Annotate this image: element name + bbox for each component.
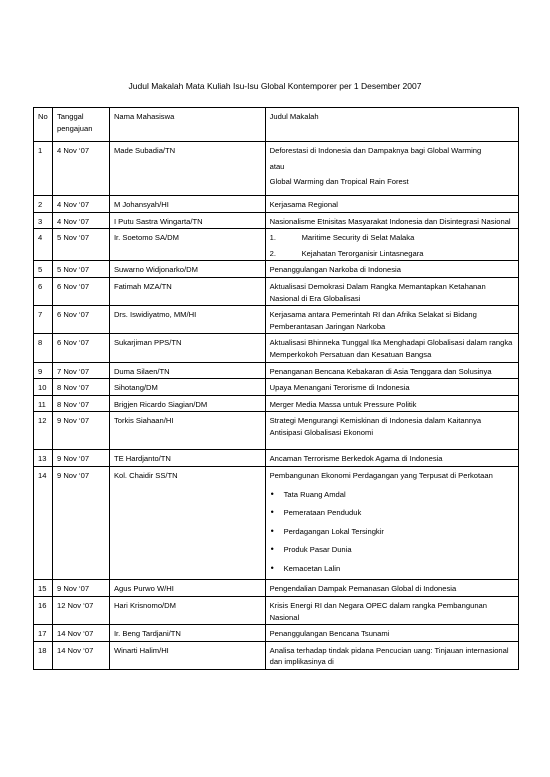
cell-no: 6	[34, 277, 53, 305]
cell-tanggal: 12 Nov ‘07	[52, 597, 109, 625]
cell-no: 1	[34, 142, 53, 196]
cell-nama: Ir. Soetomo SA/DM	[109, 229, 265, 261]
table-row	[34, 412, 519, 450]
cell-tanggal: 7 Nov ‘07	[52, 362, 109, 379]
table-row	[34, 625, 519, 642]
cell-no: 15	[34, 580, 53, 597]
cell-tanggal: 9 Nov ‘07	[52, 580, 109, 597]
cell-tanggal: 4 Nov ‘07	[52, 212, 109, 229]
cell-judul	[265, 229, 518, 261]
judul-text: Pembangunan Ekonomi Perdagangan yang Terpusat di Perkotaan	[269, 470, 493, 480]
cell-nama: Torkis Siahaan/HI	[109, 412, 265, 450]
bullet-item: • Perdagangan Lokal Tersingkir	[270, 526, 515, 538]
table-row	[34, 306, 519, 334]
cell-nama: Suwarno Widjonarko/DM	[109, 261, 265, 278]
cell-tanggal: 4 Nov ‘07	[52, 142, 109, 196]
cell-no: 18	[34, 641, 53, 669]
cell-judul: Merger Media Massa untuk Pressure Politik	[265, 395, 518, 412]
cell-tanggal: 6 Nov ‘07	[52, 277, 109, 305]
bullet-item: • Produk Pasar Dunia	[270, 544, 515, 556]
bullet-item: • Tata Ruang Amdal	[270, 489, 515, 501]
cell-nama: Duma Silaen/TN	[109, 362, 265, 379]
cell-tanggal: 8 Nov ‘07	[52, 379, 109, 396]
table-row	[34, 229, 519, 261]
cell-tanggal: 5 Nov ‘07	[52, 261, 109, 278]
cell-judul: Kerjasama antara Pemerintah RI dan Afrika Selakat si Bidang Pemberantasan Jaringan Narkoba	[265, 306, 518, 334]
cell-nama: Fatimah MZA/TN	[109, 277, 265, 305]
header-tanggal-line2: pengajuan	[56, 123, 93, 133]
cell-no: 17	[34, 625, 53, 642]
header-no: No	[34, 108, 53, 142]
cell-nama: I Putu Sastra Wingarta/TN	[109, 212, 265, 229]
header-tanggal	[52, 108, 109, 142]
table-row	[34, 212, 519, 229]
bullet-item: • Kemacetan Lalin	[270, 563, 515, 575]
table-row	[34, 379, 519, 396]
cell-no: 11	[34, 395, 53, 412]
cell-nama: Hari Krisnomo/DM	[109, 597, 265, 625]
cell-tanggal: 9 Nov ‘07	[52, 412, 109, 450]
cell-no: 8	[34, 334, 53, 362]
cell-judul: Aktualisasi Bhinneka Tunggal Ika Menghadapi Globalisasi dalam rangka Memperkokoh Persatuan dan Kesatuan Bangsa	[265, 334, 518, 362]
cell-tanggal: 14 Nov ‘07	[52, 625, 109, 642]
cell-no: 13	[34, 450, 53, 467]
cell-no: 14	[34, 466, 53, 580]
cell-judul	[265, 142, 518, 196]
header-judul: Judul Makalah	[265, 108, 518, 142]
cell-judul: Penanganan Bencana Kebakaran di Asia Tenggara dan Solusinya	[265, 362, 518, 379]
table-row	[34, 334, 519, 362]
cell-judul: Analisa terhadap tindak pidana Pencucian uang: Tinjauan internasional dan implikasinya di	[265, 641, 518, 669]
cell-nama: Kol. Chaidir SS/TN	[109, 466, 265, 580]
cell-nama: Agus Purwo W/HI	[109, 580, 265, 597]
cell-no: 7	[34, 306, 53, 334]
cell-tanggal: 6 Nov ‘07	[52, 306, 109, 334]
cell-nama: Made Subadia/TN	[109, 142, 265, 196]
numbered-item: 2. Kejahatan Terorganisir Lintasnegara	[269, 248, 424, 258]
cell-no: 16	[34, 597, 53, 625]
cell-judul: Krisis Energi RI dan Negara OPEC dalam rangka Pembangunan Nasional	[265, 597, 518, 625]
makalah-table	[33, 107, 519, 670]
judul-text: Deforestasi di Indonesia dan Dampaknya bagi Global Warming	[269, 146, 482, 155]
cell-judul: Strategi Mengurangi Kemiskinan di Indonesia dalam Kaitannya Antisipasi Globalisasi Ekonomi	[265, 412, 518, 450]
cell-tanggal: 9 Nov ‘07	[52, 466, 109, 580]
cell-tanggal: 14 Nov ‘07	[52, 641, 109, 669]
cell-judul: Aktualisasi Demokrasi Dalam Rangka Memantapkan Ketahanan Nasional di Era Globalisasi	[265, 277, 518, 305]
table-row	[34, 261, 519, 278]
bullet-list	[270, 489, 515, 575]
table-row	[34, 142, 519, 196]
table-row	[34, 597, 519, 625]
bullet-item: • Pemerataan Penduduk	[270, 507, 515, 519]
table-row	[34, 580, 519, 597]
cell-judul: Nasionalisme Etnisitas Masyarakat Indonesia dan Disintegrasi Nasional	[265, 212, 518, 229]
table-row	[34, 277, 519, 305]
cell-nama: TE Hardjanto/TN	[109, 450, 265, 467]
cell-judul: Ancaman Terrorisme Berkedok Agama di Indonesia	[265, 450, 518, 467]
cell-nama: M Johansyah/HI	[109, 196, 265, 213]
cell-nama: Winarti Halim/HI	[109, 641, 265, 669]
cell-judul: Penanggulangan Bencana Tsunami	[265, 625, 518, 642]
cell-judul	[265, 466, 518, 580]
cell-no: 3	[34, 212, 53, 229]
cell-judul: Kerjasama Regional	[265, 196, 518, 213]
cell-no: 10	[34, 379, 53, 396]
table-row	[34, 450, 519, 467]
cell-nama: Sihotang/DM	[109, 379, 265, 396]
cell-no: 2	[34, 196, 53, 213]
table-row	[34, 395, 519, 412]
cell-nama: Ir. Beng Tardjani/TN	[109, 625, 265, 642]
header-tanggal-line1: Tanggal	[56, 112, 84, 121]
header-nama: Nama Mahasiswa	[109, 108, 265, 142]
table-row	[34, 466, 519, 580]
cell-tanggal: 4 Nov ‘07	[52, 196, 109, 213]
judul-alt-text: Global Warming dan Tropical Rain Forest	[269, 177, 409, 187]
table-row	[34, 362, 519, 379]
judul-alt-separator: atau	[269, 161, 285, 171]
cell-judul: Upaya Menangani Terorisme di Indonesia	[265, 379, 518, 396]
cell-tanggal: 5 Nov ‘07	[52, 229, 109, 261]
cell-judul: Penanggulangan Narkoba di Indonesia	[265, 261, 518, 278]
cell-nama: Sukarjiman PPS/TN	[109, 334, 265, 362]
header-row	[34, 108, 519, 142]
cell-judul: Pengendalian Dampak Pemanasan Global di Indonesia	[265, 580, 518, 597]
cell-no: 9	[34, 362, 53, 379]
document-title: Judul Makalah Mata Kuliah Isu-Isu Global Kontemporer per 1 Desember 2007	[128, 81, 422, 91]
table-row	[34, 196, 519, 213]
cell-no: 4	[34, 229, 53, 261]
cell-no: 5	[34, 261, 53, 278]
cell-nama: Drs. Iswidiyatmo, MM/HI	[109, 306, 265, 334]
cell-tanggal: 6 Nov ‘07	[52, 334, 109, 362]
numbered-item: 1. Maritime Security di Selat Malaka	[269, 233, 415, 243]
cell-tanggal: 8 Nov ‘07	[52, 395, 109, 412]
cell-no: 12	[34, 412, 53, 450]
cell-tanggal: 9 Nov ‘07	[52, 450, 109, 467]
cell-nama: Brigjen Ricardo Siagian/DM	[109, 395, 265, 412]
table-row	[34, 641, 519, 669]
